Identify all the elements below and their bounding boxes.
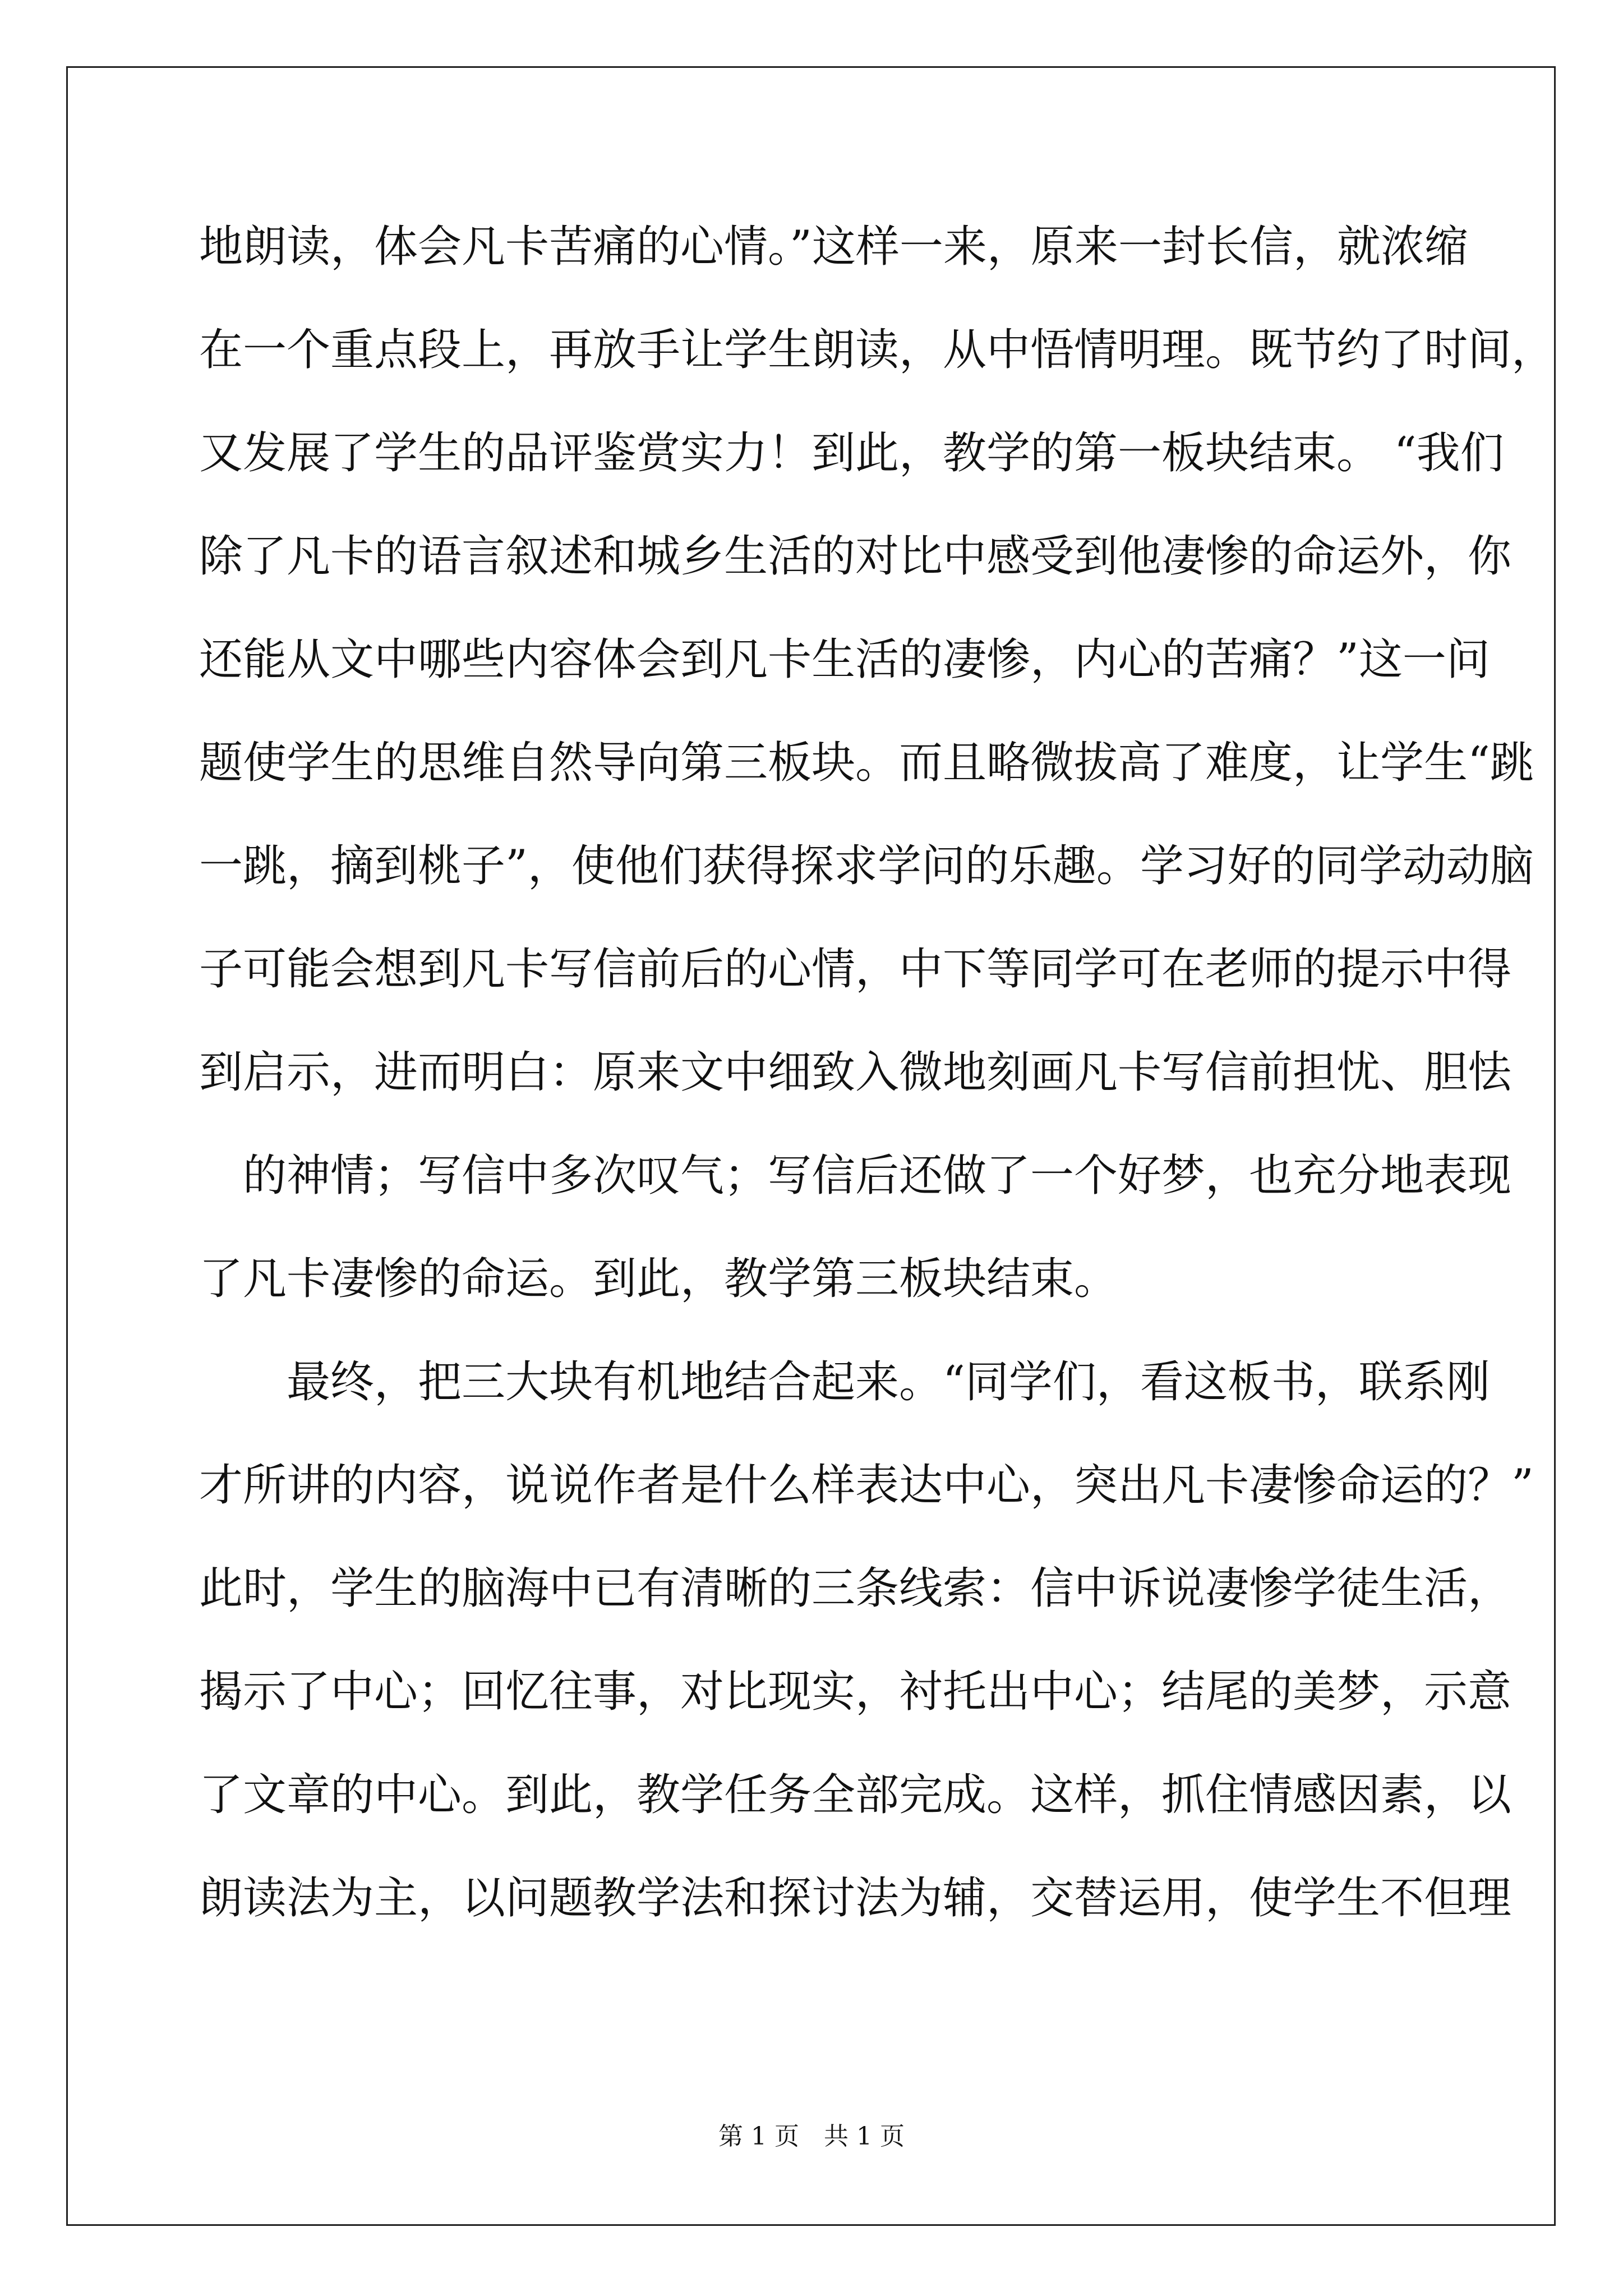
text-line-11: 了凡卡凄惨的命运。到此，教学第三板块结束。 [199, 1254, 1118, 1304]
text-line-2: 在一个重点段上，再放手让学生朗读，从中悟情明理。既节约了时间， [199, 325, 1556, 375]
text-line-12: 最终，把三大块有机地结合起来。“同学们，看这板书，联系刚 [199, 1357, 1490, 1407]
text-line-14: 此时，学生的脑海中已有清晰的三条线索：信中诉说凄惨学徒生活， [199, 1563, 1512, 1614]
page-number-footer: 第 1 页 共 1 页 [718, 2122, 905, 2151]
text-line-8: 子可能会想到凡卡写信前后的心情，中下等同学可在老师的提示中得 [199, 944, 1512, 995]
text-line-3: 又发展了学生的品评鉴赏实力！到此，教学的第一板块结束。 “我们 [199, 428, 1504, 478]
text-line-17: 朗读法为主，以问题教学法和探讨法为辅，交替运用，使学生不但理 [199, 1873, 1512, 1924]
text-line-6: 题使学生的思维自然导向第三板块。而且略微拔高了难度，让学生“跳 [199, 738, 1534, 788]
text-line-5: 还能从文中哪些内容体会到凡卡生活的凄惨，内心的苦痛？”这一问 [199, 634, 1490, 685]
text-line-9: 到启示，进而明白：原来文中细致入微地刻画凡卡写信前担忧、胆怯 [199, 1047, 1512, 1098]
text-line-1: 地朗读，体会凡卡苦痛的心情。”这样一来，原来一封长信，就浓缩 [199, 222, 1468, 272]
text-line-4: 除了凡卡的语言叙述和城乡生活的对比中感受到他凄惨的命运外，你 [199, 531, 1512, 582]
text-line-13: 才所讲的内容，说说作者是什么样表达中心，突出凡卡凄惨命运的？” [199, 1460, 1534, 1511]
text-line-16: 了文章的中心。到此，教学任务全部完成。这样，抓住情感因素，以 [199, 1770, 1512, 1820]
text-line-15: 揭示了中心；回忆往事，对比现实，衬托出中心；结尾的美梦，示意 [199, 1667, 1512, 1717]
text-line-10: 的神情；写信中多次叹气；写信后还做了一个好梦，也充分地表现 [199, 1151, 1512, 1201]
text-line-7: 一跳，摘到桃子”，使他们获得探求学问的乐趣。学习好的同学动动脑 [199, 841, 1534, 891]
